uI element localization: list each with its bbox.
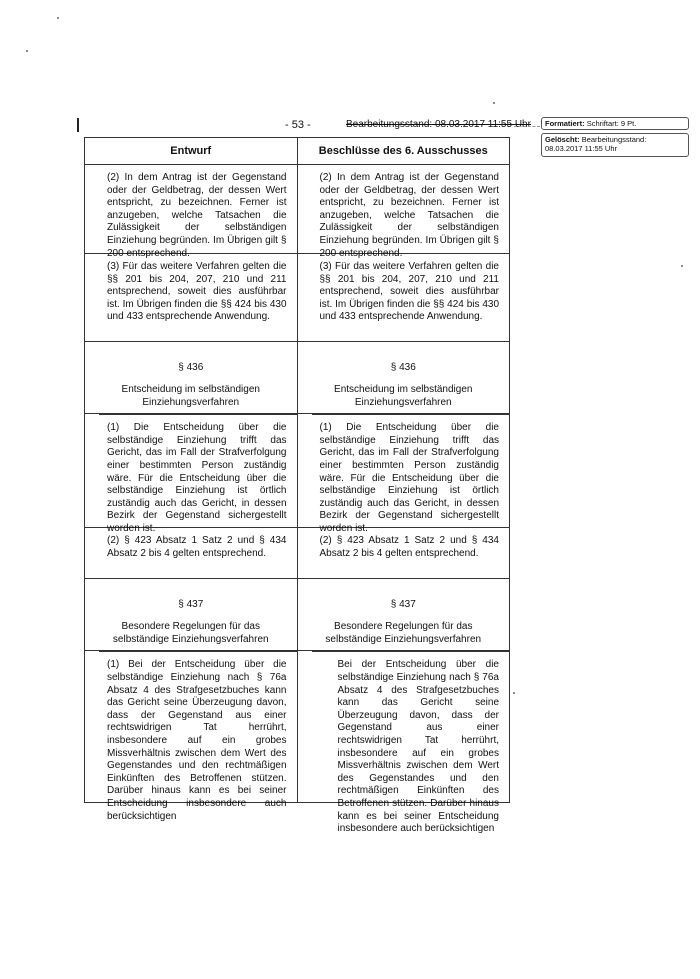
cell-left [85, 528, 298, 579]
section-number: § 436 [390, 362, 416, 373]
cell-left [85, 617, 298, 651]
cell-right [297, 414, 510, 534]
scan-speck [681, 265, 683, 267]
change-bar [77, 118, 79, 132]
paragraph-text: (2) In dem Antrag ist der Gegenstand oder der Geldbetrag, der dessen Wert entspricht, zu bezeichnen. Ferner ist anzugeben, welche Tatsachen die Zulässigkeit der selbständigen Einziehung begründen. Im Übrigen gilt § 200 entsprechend. [319, 172, 499, 259]
comment-formatiert[interactable] [541, 117, 689, 130]
paragraph-text: (1) Bei der Entscheidung über die selbständige Einziehung nach § 76a Absatz 4 des Strafgesetzbuches kann das Gericht seine Überzeugung davon, dass der Gegenstand aus einer rechtswidrigen Tat herrührt, insbesondere auf ein grobes Missverhältnis zwischen dem Wert des Gegenstandes und den rechtmäßigen Einkünften des Betroffenen stützen. Darüber hinaus kann es bei seiner Entscheidung insbesondere auch berücksichtigen [107, 659, 287, 822]
cell-right [297, 254, 510, 342]
comment-formatiert-text: Schriftart: 9 Pt. [586, 119, 637, 128]
section-title: Entscheidung im selbständigen Einziehungsverfahren [121, 384, 260, 408]
cell-left [85, 165, 298, 259]
cell-right [297, 651, 510, 835]
scan-speck [57, 17, 59, 19]
paragraph-text: Bei der Entscheidung über die selbständige Einziehung nach § 76a Absatz 4 des Strafgesetzbuches kann das Gericht seine Überzeugung davon, dass der Gegenstand aus einer rechtswidrigen Tat herrührt, insbesondere auf ein grobes Missverhältnis zwischen dem Wert des Gegenstandes und den rechtmäßigen Einkünften des Betroffenen stützen. Darüber hinaus kann es bei seiner Entscheidung insbesondere auch berücksichtigen [337, 659, 499, 835]
paragraph-text: (1) Die Entscheidung über die selbständige Einziehung trifft das Gericht, das im Fall der Strafverfolgung einer bestimmten Person zuständig wäre. Für die Entscheidung über die selbständige Einziehung ist örtlich zuständig auch das Gericht, in dessen Bezirk der Gegenstand sichergestellt worden ist. [319, 422, 499, 534]
section-number: § 437 [390, 599, 416, 611]
cell-right [297, 165, 510, 259]
cell-left [85, 254, 298, 342]
cell-left [85, 342, 298, 381]
cell-right [297, 528, 510, 579]
paragraph-text: (2) § 423 Absatz 1 Satz 2 und § 434 Absatz 2 bis 4 gelten entsprechend. [319, 535, 499, 559]
cell-left [85, 579, 298, 618]
section-number: § 436 [178, 362, 204, 373]
cell-left [85, 380, 298, 414]
comment-formatiert-label: Formatiert: [545, 119, 585, 128]
paragraph-text: (3) Für das weitere Verfahren gelten die §§ 201 bis 204, 207, 210 und 211 entsprechend, soweit dies ausführbar ist. Im Übrigen finden die §§ 424 bis 430 und 433 entsprechende Anwendung. [319, 261, 499, 323]
page-number: - 53 - [285, 119, 311, 131]
section-title: Entscheidung im selbständigen Einziehungsverfahren [334, 384, 473, 408]
comment-geloescht-text: Bearbeitungsstand: 08.03.2017 11:55 Uhr [545, 135, 647, 153]
cell-right [297, 380, 510, 414]
column-header-beschluesse: Beschlüsse des 6. Ausschusses [297, 138, 510, 165]
synopsis-table [84, 137, 510, 835]
scan-speck [513, 692, 515, 694]
cell-right [297, 342, 510, 381]
cell-right [297, 579, 510, 618]
cell-right [297, 617, 510, 651]
cell-left [85, 651, 298, 822]
paragraph-text: (1) Die Entscheidung über die selbständige Einziehung trifft das Gericht, das im Fall der Strafverfolgung einer bestimmten Person zuständig wäre. Für die Entscheidung über die selbständige Einziehung ist örtlich zuständig auch das Gericht, in dessen Bezirk der Gegenstand sichergestellt worden ist. [107, 422, 287, 534]
scan-speck [493, 102, 495, 104]
comment-geloescht-label: Gelöscht: [545, 135, 580, 144]
cell-left [85, 414, 298, 534]
bearbeitungsstand: Bearbeitungsstand: 08.03.2017 11:55 Uhr [346, 119, 531, 130]
comment-connector [514, 126, 540, 127]
section-title: Besondere Regelungen für das selbständige Einziehungsverfahren [112, 621, 269, 645]
paragraph-text: (3) Für das weitere Verfahren gelten die §§ 201 bis 204, 207, 210 und 211 entsprechend, soweit dies ausführbar ist. Im Übrigen finden die §§ 424 bis 430 und 433 entsprechende Anwendung. [107, 261, 287, 323]
section-title: Besondere Regelungen für das selbständige Einziehungsverfahren [325, 621, 482, 645]
paragraph-text: (2) In dem Antrag ist der Gegenstand oder der Geldbetrag, der dessen Wert entspricht, zu bezeichnen. Ferner ist anzugeben, welche Tatsachen die Zulässigkeit der selbständigen Einziehung begründen. Im Übrigen gilt § 200 entsprechend. [107, 172, 287, 259]
scan-speck [26, 50, 28, 52]
comment-geloescht[interactable] [541, 133, 689, 157]
column-header-entwurf: Entwurf [85, 138, 298, 165]
paragraph-text: (2) § 423 Absatz 1 Satz 2 und § 434 Absatz 2 bis 4 gelten entsprechend. [107, 535, 287, 559]
section-number: § 437 [178, 599, 204, 611]
